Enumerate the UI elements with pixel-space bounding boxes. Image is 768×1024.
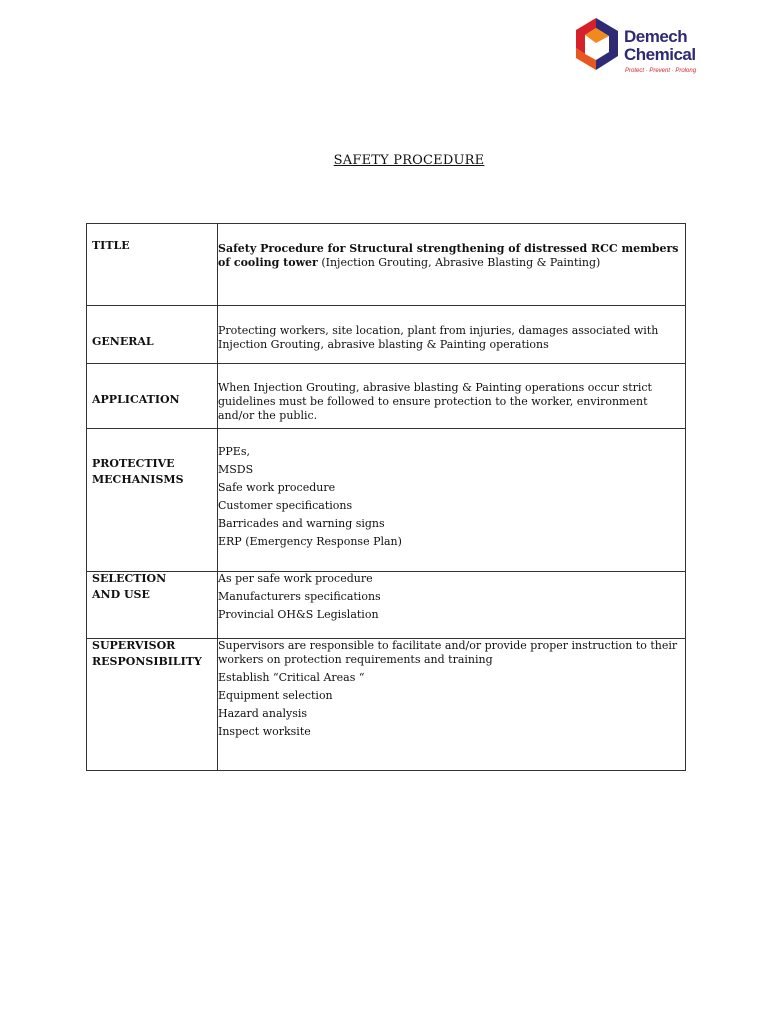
logo-mark-icon xyxy=(574,14,622,76)
row-label-supervisor xyxy=(87,639,218,771)
table-row-protective xyxy=(87,429,686,572)
table-row-supervisor xyxy=(87,639,686,771)
logo-brand-line1: Demech xyxy=(624,27,688,46)
table-row-application xyxy=(87,364,686,429)
list-item: Customer specifications xyxy=(218,499,353,512)
row-label-application xyxy=(87,364,218,429)
list-item: Provincial OH&S Legislation xyxy=(218,608,379,621)
list-item: Barricades and warning signs xyxy=(218,517,385,530)
label-text: AND USE xyxy=(92,588,150,601)
procedure-table xyxy=(86,223,686,771)
table-row-general xyxy=(87,306,686,364)
row-content-title xyxy=(218,224,686,306)
label-text: RESPONSIBILITY xyxy=(92,655,202,668)
list-item: MSDS xyxy=(218,463,254,476)
list-item: Inspect worksite xyxy=(218,725,311,738)
row-content-selection xyxy=(218,572,686,639)
list-item: Manufacturers specifications xyxy=(218,590,381,603)
company-logo xyxy=(574,14,704,86)
list-item: ERP (Emergency Response Plan) xyxy=(218,535,402,548)
row-content-application xyxy=(218,364,686,429)
list-item: Establish “Critical Areas “ xyxy=(218,671,365,684)
supervisor-intro-text: Supervisors are responsible to facilitate and/or provide proper instruction to their workers on protection requirements and training xyxy=(218,639,678,666)
label-text: PROTECTIVE xyxy=(92,457,175,470)
label-text: TITLE xyxy=(92,239,130,252)
label-text: APPLICATION xyxy=(92,393,180,406)
label-text: MECHANISMS xyxy=(92,473,184,486)
list-item: As per safe work procedure xyxy=(218,572,373,585)
table-row-title xyxy=(87,224,686,306)
row-label-protective xyxy=(87,429,218,572)
title-normal-text: (Injection Grouting, Abrasive Blasting & Painting) xyxy=(317,256,601,269)
label-text: SUPERVISOR xyxy=(92,639,176,652)
logo-tagline: Protect · Prevent · Prolong xyxy=(625,68,697,74)
title-bold-text: Safety Procedure for Structural strengthening of distressed RCC members of cooling tower xyxy=(218,242,679,269)
list-item: Safe work procedure xyxy=(218,481,336,494)
label-text: GENERAL xyxy=(92,335,154,348)
list-item: Equipment selection xyxy=(218,689,333,702)
list-item: Hazard analysis xyxy=(218,707,308,720)
row-label-title xyxy=(87,224,218,306)
row-content-general xyxy=(218,306,686,364)
table-row-selection xyxy=(87,572,686,639)
row-label-general xyxy=(87,306,218,364)
row-content-supervisor xyxy=(218,639,686,771)
logo-brand-line2: Chemical xyxy=(624,45,696,64)
general-text: Protecting workers, site location, plant from injuries, damages associated with Injection Grouting, abrasive blasting & Painting operations xyxy=(218,324,659,351)
row-content-protective xyxy=(218,429,686,572)
row-label-selection xyxy=(87,572,218,639)
application-text: When Injection Grouting, abrasive blasting & Painting operations occur strict guidelines must be followed to ensure protection to the worker, environment and/or the public. xyxy=(218,381,652,422)
list-item: PPEs, xyxy=(218,445,250,458)
document-heading: SAFETY PROCEDURE xyxy=(333,153,485,168)
label-text: SELECTION xyxy=(92,572,167,585)
